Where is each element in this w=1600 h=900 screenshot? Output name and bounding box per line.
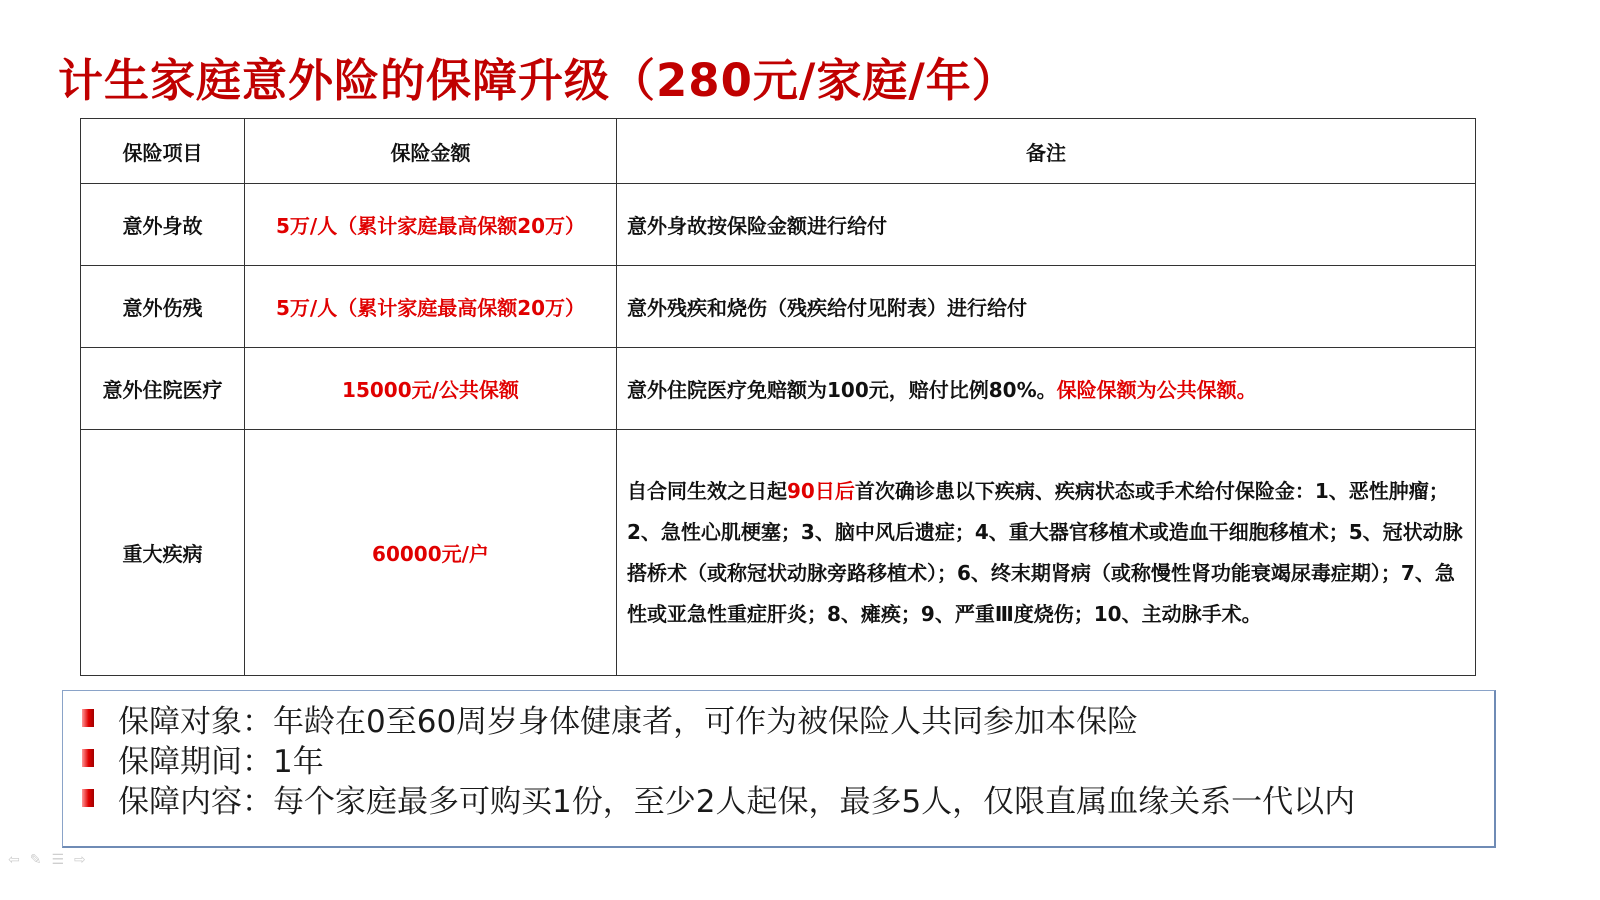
- bullet-text: 保障对象：年龄在0至60周岁身体健康者，可作为被保险人共同参加本保险: [118, 703, 1139, 740]
- arrow-left-icon[interactable]: ⇦: [8, 852, 20, 868]
- row-item: 意外伤残: [81, 266, 245, 348]
- insurance-table: [80, 118, 1476, 676]
- arrow-right-icon[interactable]: ⇨: [74, 852, 86, 868]
- page-title: 计生家庭意外险的保障升级（280元/家庭/年）: [58, 54, 1018, 107]
- row-item: 意外身故: [81, 184, 245, 266]
- header-amount: 保险金额: [245, 119, 617, 184]
- bullet-item: [82, 698, 1138, 738]
- note-highlight: 90日后: [787, 478, 855, 503]
- row-amount: 60000元/户: [245, 430, 617, 676]
- bullet-marker: [82, 709, 94, 727]
- bullet-text: 保障内容：每个家庭最多可购买1份，至少2人起保，最多5人，仅限直属血缘关系一代以内: [118, 783, 1356, 820]
- table-row: [81, 184, 1476, 266]
- note-highlight: 保险保额为公共保额。: [1056, 378, 1257, 402]
- row-note: [617, 348, 1476, 430]
- slide-nav: [8, 852, 86, 868]
- row-note: [617, 430, 1476, 676]
- bullet-item: [82, 778, 1355, 818]
- table-header-row: [81, 119, 1476, 184]
- table-row: [81, 430, 1476, 676]
- row-amount: 5万/人（累计家庭最高保额20万）: [245, 184, 617, 266]
- bullet-text: 保障期间：1年: [118, 743, 324, 780]
- menu-icon[interactable]: ☰: [51, 852, 65, 868]
- table-row: [81, 266, 1476, 348]
- bullet-marker: [82, 789, 94, 807]
- row-note: 意外残疾和烧伤（残疾给付见附表）进行给付: [617, 266, 1476, 348]
- note-text: 意外住院医疗免赔额为100元，赔付比例80%。: [627, 378, 1057, 402]
- note-text-post: 首次确诊患以下疾病、疾病状态或手术给付保险金：1、恶性肿瘤；2、急性心肌梗塞；3、脑中风后遗症；4、重大器官移植术或造血干细胞移植术；5、冠状动脉搭桥术（或称冠状动脉旁路移植术）；6、终末期肾病（或称慢性肾功能衰竭尿毒症期）；7、急性或亚急性重症肝炎；8、瘫痪；9、严重Ⅲ度烧伤；10、主动脉手术。: [627, 478, 1463, 626]
- row-item: 意外住院医疗: [81, 348, 245, 430]
- note-text-pre: 自合同生效之日起: [627, 478, 787, 503]
- bullet-marker: [82, 749, 94, 767]
- header-item: 保险项目: [81, 119, 245, 184]
- row-amount: 15000元/公共保额: [245, 348, 617, 430]
- row-note: 意外身故按保险金额进行给付: [617, 184, 1476, 266]
- row-amount: 5万/人（累计家庭最高保额20万）: [245, 266, 617, 348]
- table-row: [81, 348, 1476, 430]
- bullet-item: [82, 738, 324, 778]
- pen-icon[interactable]: ✎: [29, 852, 42, 868]
- row-item: 重大疾病: [81, 430, 245, 676]
- header-note: 备注: [617, 119, 1476, 184]
